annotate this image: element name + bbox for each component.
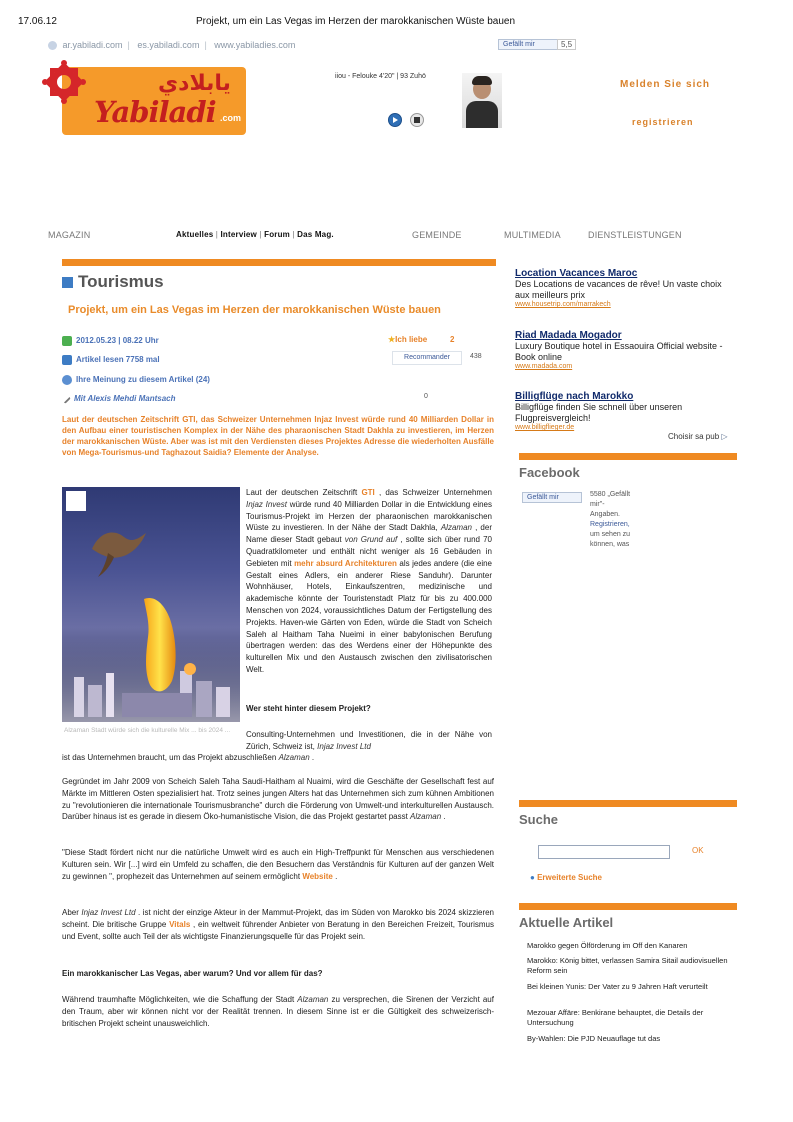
print-date: 17.06.12: [18, 16, 57, 27]
advanced-search-link[interactable]: ● Erweiterte Suche: [530, 873, 602, 882]
article-date: 2012.05.23 | 08.22 Uhr: [62, 336, 159, 346]
search-title: Suche: [519, 812, 559, 827]
article-paragraph-2a: Consulting-Unternehmen und Investitionen, die in der Nähe von Zürich, Schweiz ist, Injaz Invest Ltd: [246, 730, 492, 751]
search-input[interactable]: [538, 845, 670, 859]
latest-item-2[interactable]: Marokko: König bittet, verlassen Samira Sitail audiovisuellen Reform sein: [527, 956, 728, 975]
stop-icon: [414, 117, 420, 123]
calendar-icon: [62, 336, 72, 346]
nav-dienstleistungen[interactable]: DIENSTLEISTUNGEN: [588, 230, 682, 240]
section-bar: [62, 259, 496, 266]
article-paragraph-6: Während traumhafte Möglichkeiten, wie die Schaffung der Stadt Alzaman zu versprechen, die Sirenen der Verzicht auf den Traum, aber wir können nicht vor der Realität trennen. In diesem Sinne ist er die Gültigkeit des schweizerisch-britischen Projekt scheint unausweichlich.: [62, 995, 494, 1028]
facebook-title: Facebook: [519, 465, 580, 480]
magnifier-icon: ●: [530, 873, 535, 882]
ad-1[interactable]: Location Vacances Maroc Des Locations de vacances de rêve! Un vaste choix aux meilleurs prix www.housetrip.com/marrakech: [515, 268, 722, 308]
subheading-who: Wer steht hinter diesem Projekt?: [246, 704, 371, 713]
logo-arabic: يابلادي: [158, 71, 231, 96]
website-link[interactable]: Website: [302, 871, 333, 881]
latest-title: Aktuelle Artikel: [519, 915, 614, 930]
fb-register-link[interactable]: Registrieren,: [590, 521, 630, 528]
nav-forum[interactable]: Forum: [264, 230, 290, 239]
login-link[interactable]: Melden Sie sich: [620, 79, 711, 90]
article-author: Mit Alexis Mehdi Mantsach: [62, 394, 176, 403]
nav-das-mag[interactable]: Das Mag.: [297, 230, 334, 239]
article-image: [62, 487, 240, 722]
star-icon: ★: [388, 335, 396, 344]
logo-suffix: .com: [220, 113, 242, 123]
document-icon: [62, 355, 72, 365]
ad-choices-icon: ▷: [721, 432, 728, 441]
subheading-las-vegas: Ein marokkanischer Las Vegas, aber warum? Und vor allem für das?: [62, 969, 323, 978]
facebook-bar: [519, 453, 737, 460]
facebook-text: 5580 „Gefällt mir"- Angaben. Registrieren, um sehen zu können, was: [590, 490, 650, 550]
latest-item-1[interactable]: Marokko gegen Ölförderung im Off den Kanaren: [527, 941, 688, 950]
share-count: 0: [424, 393, 428, 400]
image-caption: Alzaman Stadt würde sich die kulturelle Mix ... bis 2024 ...: [64, 727, 231, 734]
yabiladi-logo[interactable]: [62, 67, 246, 135]
ad-3[interactable]: Billigflüge nach Marokko Billigflüge finden Sie schnell über unseren Flugpreisvergleich! www.billigflieger.de: [515, 391, 683, 431]
article-paragraph-5: Aber Injaz Invest Ltd . ist nicht der einzige Akteur in der Mammut-Projekt, das im Süden von Marokko bis 2024 skizzieren scheint. Die britische Gruppe Vitals , ein weltweit führender Anbieter von Beratung in den Bereichen Freizeit, Tourismus und Event, sollte auch Teil der als wichtigste Finanzierungsquelle für das Projekt sein.: [62, 908, 495, 941]
site-links-bar: ar.yabiladi.com | es.yabiladi.com | www.yabiladies.com: [48, 40, 295, 50]
article-reads: Artikel lesen 7758 mal: [62, 355, 160, 365]
logo-latin: Yabiladi: [94, 95, 216, 129]
presenter-photo: [462, 73, 502, 128]
article-comments-link[interactable]: Ihre Meinung zu diesem Artikel (24): [62, 375, 210, 385]
latest-item-5[interactable]: By-Wahlen: Die PJD Neuauflage tut das: [527, 1034, 661, 1043]
recommend-button[interactable]: Recommander: [392, 351, 462, 365]
star-emblem-icon: [40, 58, 88, 106]
ad-2[interactable]: Riad Madada Mogador Luxury Boutique hotel in Essaouira Official website - Book online www.madada.com: [515, 330, 723, 370]
nav-magazin[interactable]: MAGAZIN: [48, 230, 91, 240]
nav-multimedia[interactable]: MULTIMEDIA: [504, 230, 561, 240]
nav-aktuelles[interactable]: Aktuelles: [176, 230, 214, 239]
vitals-link[interactable]: Vitals: [169, 919, 191, 929]
play-button[interactable]: [388, 113, 402, 127]
latest-item-4[interactable]: Mezouar Affäre: Benkirane behauptet, die Details der Untersuchung: [527, 1008, 704, 1027]
radio-now-playing: iiou - Felouke 4'20" | 93 Zuhö: [335, 73, 426, 80]
register-link[interactable]: registrieren: [632, 117, 694, 127]
globe-icon: [48, 41, 57, 50]
print-title: Projekt, um ein Las Vegas im Herzen der marokkanischen Wüste bauen: [196, 16, 516, 27]
play-icon: [393, 117, 398, 123]
pen-icon: [61, 394, 71, 404]
like-count: 2: [450, 335, 455, 344]
site-link-es[interactable]: es.yabiladi.com: [137, 40, 200, 50]
section-title: Tourismus: [62, 272, 164, 292]
latest-item-3[interactable]: Bei kleinen Yunis: Der Vater zu 9 Jahren Haft verurteilt: [527, 982, 708, 991]
like-button[interactable]: ★Ich liebe: [388, 335, 428, 344]
search-bar: [519, 800, 737, 807]
article-paragraph-4: "Diese Stadt fördert nicht nur die natürliche Umwelt wird es auch ein High-Treffpunkt für Menschen aus verschiedenen Kulturen sein. Wir [...] wird ein Umfeld zu schaffen, die den Besuchern das Verständnis für Kulturen auf der ganzen Welt zu gewinnen ", prophezeit das Unternehmen auf seinem ermöglicht Website .: [62, 848, 494, 881]
gti-link[interactable]: GTI: [361, 488, 375, 497]
search-ok-button[interactable]: OK: [692, 846, 704, 855]
nav-interview[interactable]: Interview: [220, 230, 257, 239]
fb-like-count-top: 5,5: [557, 39, 576, 50]
article-headline: Projekt, um ein Las Vegas im Herzen der marokkanischen Wüste bauen: [68, 304, 441, 316]
section-square-icon: [62, 277, 73, 288]
article-paragraph-3: Gegründet im Jahr 2009 von Scheich Saleh Taha Saudi-Haitham al Nuaimi, wird die Geschäfte der Gesellschaft fest auf Märkte im Mittleren Osten spezialisiert hat. Trotz seines jungen Alters hat das Unternehmen sich zum kühnen Ambitionen zu "revolutionieren die internationale Tourismusbranche" durch die Förderung von Umwelt-und interkulturellen Austausch. Darüber hinaus ist es gerade in diesem Öko-humanistische Vision, die das Projekt gestartet passt Alzaman .: [62, 777, 494, 822]
fb-like-button-side[interactable]: Gefällt mir: [522, 492, 582, 503]
nav-sub: Aktuelles | Interview | Forum | Das Mag.: [176, 230, 334, 239]
site-link-ar[interactable]: ar.yabiladi.com: [62, 40, 123, 50]
ad-choices-link[interactable]: Choisir sa pub ▷: [668, 432, 728, 441]
fb-like-button-top[interactable]: Gefällt mir: [498, 39, 558, 50]
speech-bubble-icon: [62, 375, 72, 385]
architecture-link[interactable]: mehr absurd Architekturen: [294, 558, 397, 568]
latest-bar: [519, 903, 737, 910]
stop-button[interactable]: [410, 113, 424, 127]
recommend-count: 438: [470, 353, 482, 360]
article-paragraph-2b: ist das Unternehmen braucht, um das Projekt abzuschließen Alzaman .: [62, 753, 315, 762]
nav-gemeinde[interactable]: GEMEINDE: [412, 230, 462, 240]
article-paragraph-1: Laut der deutschen Zeitschrift GTI , das Schweizer Unternehmen Injaz Invest würde rund 40 Milliarden Dollar in die Entwicklung eines Tourismus-Projekt im Herzen der pharaonischen marokkanischen Wüste zu investieren. In der Nähe der Stadt Dakhla, Alzaman , der Name dieser Stadt gebaut von Grund auf , sollte sich über rund 70 Quadratkilometer und enthält nicht weniger als 16 Gebäuden in Gebieten mit mehr absurd Architekturen als jedes andere (die eine Gestalt eines Adlers, ein anderer Riese Sanduhr). Darunter Wohnhäuser, Hotels, Einkaufszentren, medizinische und akademische könnte der Touristenstadt Platz für bis zu 400.000 Menschen von 2024, voraussichtliches Datum der Fertigstellung des Projekts. Haven-wie Gärten von Eden, würde die Stadt von Scheich Saleh al Haitham Taha Nueimi in einer babylonischen Berufung übertragen werden: das des Werdens einer der Höhepunkte des kulturellen Mix und den Austausch zwischen den zivilisatorischen Welt.: [246, 488, 493, 674]
article-lead: Laut der deutschen Zeitschrift GTI, das Schweizer Unternehmen Injaz Invest würde rund 40 Milliarden Dollar in den Aufbau einer touristischen Komplex in der Nähe des pharaonischen Stadt Dakhla zu investieren, im Herzen der marokkanischen Wüste. Aber was ist mit den Verdiensten dieses Projektes Adresse die wiederholten Ausfälle von Mega-Tourismus-und Taghazout Saidia? Elemente der Analyse.: [62, 415, 494, 457]
site-link-ladies[interactable]: www.yabiladies.com: [214, 40, 296, 50]
